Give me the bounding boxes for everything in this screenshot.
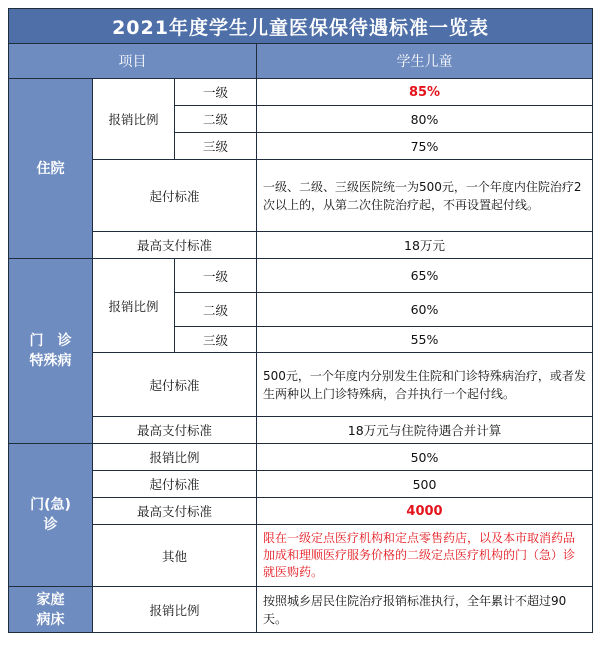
special-deductible-label: 起付标准 [93,353,257,417]
benefit-table-container [8,8,592,648]
inpatient-level-1-value: 85% [257,79,593,106]
emergency-label-line2: 诊 [43,517,58,533]
inpatient-level-2-value: 80% [257,106,593,133]
special-label-line2: 特殊病 [29,353,72,369]
inpatient-ratio-label: 报销比例 [93,79,175,160]
special-max-label: 最高支付标准 [93,417,257,444]
emergency-label-line1: 门(急) [30,497,71,513]
header-item: 项目 [9,44,257,79]
homebed-ratio-label: 报销比例 [93,587,257,633]
inpatient-deductible-label: 起付标准 [93,160,257,232]
section-emergency-label [9,444,93,587]
emergency-max-value: 4000 [257,498,593,525]
inpatient-max-label: 最高支付标准 [93,232,257,259]
section-special-label [9,259,93,444]
emergency-other-label: 其他 [93,525,257,587]
homebed-label-line2: 病床 [36,611,65,628]
special-level-2-value: 60% [257,293,593,327]
emergency-ratio-label: 报销比例 [93,444,257,471]
special-label-line1: 门 诊 [29,333,72,349]
emergency-deductible-value: 500 [257,471,593,498]
inpatient-level-1: 一级 [175,79,257,106]
homebed-label-line1: 家庭 [36,591,65,608]
special-max-value: 18万元与住院待遇合并计算 [257,417,593,444]
header-student: 学生儿童 [257,44,593,79]
benefit-table [8,8,593,633]
inpatient-deductible-value: 一级、二级、三级医院统一为500元，一个年度内住院治疗2次以上的，从第二次住院治疗起，不再设置起付线。 [257,160,593,232]
special-level-3-value: 55% [257,327,593,353]
inpatient-level-2: 二级 [175,106,257,133]
special-level-2: 二级 [175,293,257,327]
special-level-3: 三级 [175,327,257,353]
emergency-other-value: 限在一级定点医疗机构和定点零售药店，以及本市取消药品加成和理顺医疗服务价格的二级定点医疗机构的门（急）诊就医购药。 [257,525,593,587]
special-level-1: 一级 [175,259,257,293]
section-homebed-label [9,587,93,633]
emergency-max-label: 最高支付标准 [93,498,257,525]
homebed-ratio-value: 按照城乡居民住院治疗报销标准执行，全年累计不超过90天。 [257,587,593,633]
special-level-1-value: 65% [257,259,593,293]
inpatient-level-3: 三级 [175,133,257,160]
special-ratio-label: 报销比例 [93,259,175,353]
table-title: 2021年度学生儿童医保保待遇标准一览表 [9,9,593,44]
section-inpatient-label: 住院 [9,79,93,259]
inpatient-max-value: 18万元 [257,232,593,259]
inpatient-level-3-value: 75% [257,133,593,160]
emergency-deductible-label: 起付标准 [93,471,257,498]
emergency-ratio-value: 50% [257,444,593,471]
special-deductible-value: 500元，一个年度内分别发生住院和门诊特殊病治疗，或者发生两种以上门诊特殊病，合并执行一个起付线。 [257,353,593,417]
